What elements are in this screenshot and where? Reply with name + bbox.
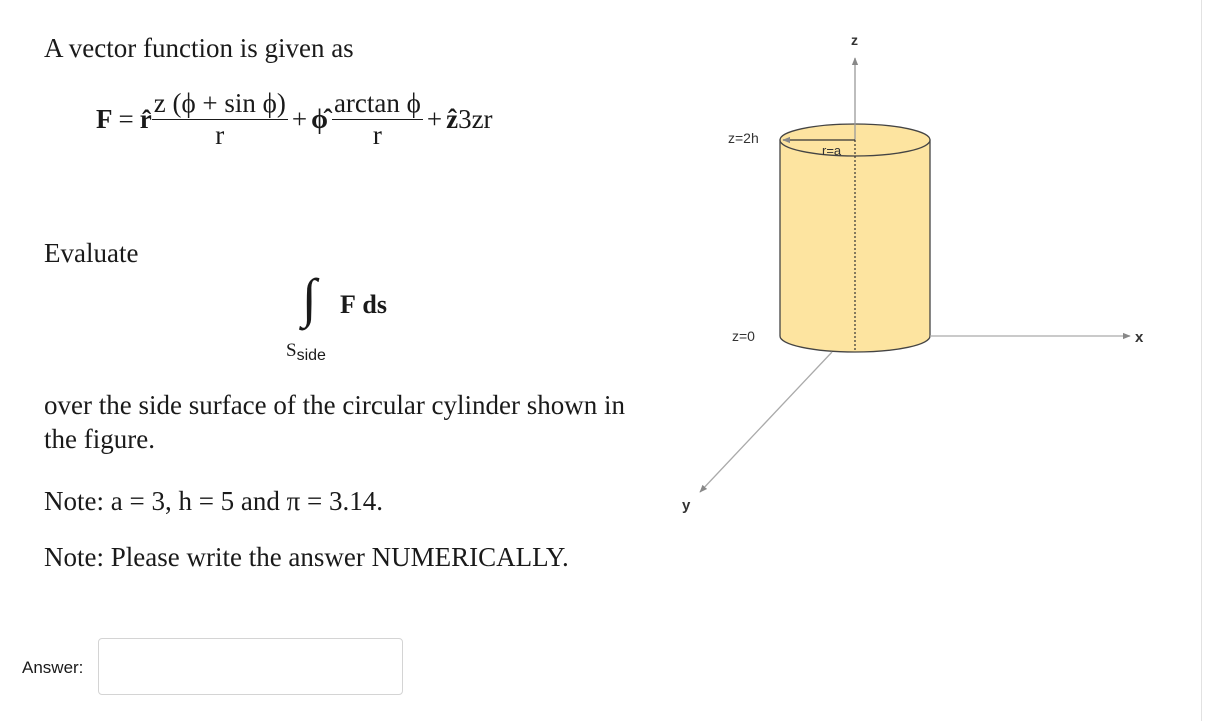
eq-lhs: F xyxy=(96,104,113,134)
integrand xyxy=(340,290,387,320)
eq-plus-1: + xyxy=(291,104,308,134)
surface-integral xyxy=(286,268,426,368)
bottom-height-label: z=0 xyxy=(732,328,755,344)
r-hat-unit-vector: r̂ xyxy=(139,104,152,134)
eq-plus-2: + xyxy=(426,104,443,134)
integral-sign: ∫ xyxy=(302,268,317,328)
eq-equals: = xyxy=(118,104,134,134)
x-axis-label: x xyxy=(1135,329,1144,346)
cylinder-figure xyxy=(660,20,1180,530)
description-text: over the side surface of the circular cylinder shown in the figure. xyxy=(44,390,626,454)
integrand-ds: ds xyxy=(362,290,387,319)
z-axis-label: z xyxy=(851,32,858,48)
evaluate-label: Evaluate xyxy=(44,238,139,268)
answer-label: Answer: xyxy=(22,658,84,677)
radius-label: r=a xyxy=(822,143,842,158)
eq-fraction-1-numerator: z (ϕ + sin ϕ) xyxy=(153,88,286,118)
eq-fraction-2-denominator: r xyxy=(332,119,423,151)
note-values: Note: a = 3, h = 5 and π = 3.14. xyxy=(44,486,384,516)
eq-fraction-1-denominator: r xyxy=(152,119,288,151)
top-height-label: z=2h xyxy=(728,130,759,146)
integrand-f: F xyxy=(340,290,356,319)
eq-fraction-2-numerator: arctan ϕ xyxy=(333,88,421,118)
y-axis-label: y xyxy=(682,497,691,514)
answer-input[interactable] xyxy=(98,638,403,695)
eq-fraction-2 xyxy=(332,88,423,151)
page-right-border xyxy=(1201,0,1202,721)
y-axis-line xyxy=(700,352,832,492)
integral-subscript-s: S xyxy=(286,340,297,361)
vector-function-equation xyxy=(96,88,493,151)
z-hat-unit-vector: ẑ xyxy=(446,104,459,134)
eq-term-3: 3zr xyxy=(458,104,493,134)
phi-hat-unit-vector: ϕ̂ xyxy=(311,104,328,134)
intro-text: A vector function is given as xyxy=(44,33,354,63)
integral-subscript-side: side xyxy=(296,347,326,364)
eq-fraction-1 xyxy=(152,88,288,151)
integral-subscript xyxy=(286,340,326,362)
note-numerical: Note: Please write the answer NUMERICALLY. xyxy=(44,542,569,572)
